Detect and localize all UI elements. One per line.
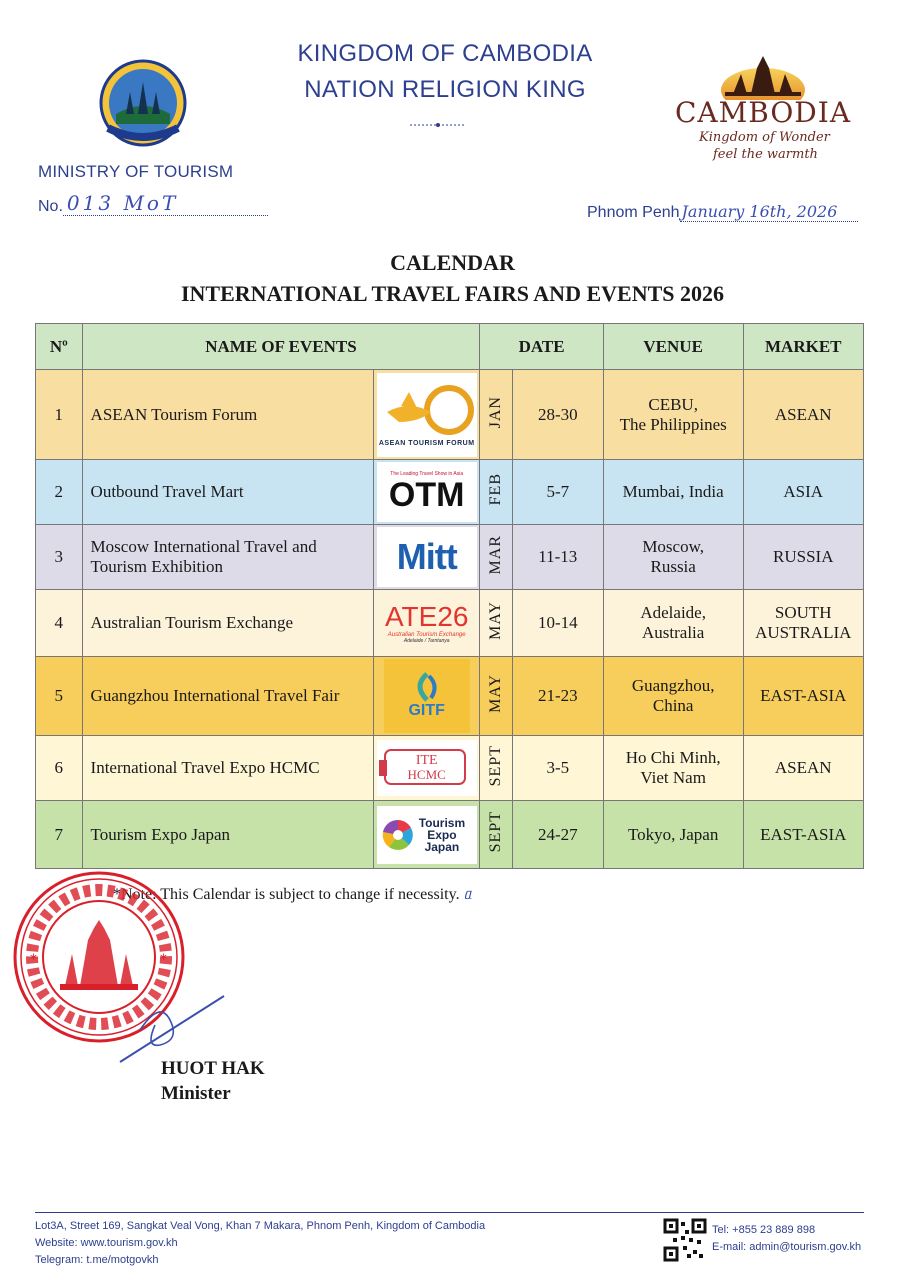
- tej-logo-text-3: Japan: [424, 839, 460, 854]
- event-date: 21-23: [512, 657, 603, 736]
- market-line-1: ASEAN: [774, 404, 832, 424]
- event-date: 11-13: [512, 525, 603, 590]
- event-logo-cell: [374, 736, 480, 801]
- market-line-1: ASEAN: [774, 758, 832, 777]
- event-market: [743, 801, 864, 869]
- venue-line-2: Viet Nam: [640, 768, 706, 787]
- otm-logo-subtext: The Leading Travel Show in Asia: [390, 471, 464, 477]
- ite-logo-text: ITE: [415, 753, 438, 768]
- event-venue: [603, 736, 743, 801]
- market-line-1: EAST-ASIA: [760, 686, 847, 705]
- event-month: MAY: [487, 601, 505, 640]
- row-no: 7: [36, 801, 83, 869]
- venue-line-1: Ho Chi Minh,: [625, 748, 721, 767]
- event-date: 5-7: [512, 460, 603, 525]
- otm-logo-text: OTM: [388, 476, 465, 514]
- brand-tagline: Kingdom of Wonder: [699, 130, 830, 145]
- event-venue: [603, 460, 743, 525]
- gitf-swoosh-icon: [407, 672, 447, 702]
- market-line-1: ASIA: [783, 482, 824, 501]
- event-market: [743, 657, 864, 736]
- cambodia-brand-logo: [663, 50, 863, 165]
- event-market: [743, 460, 864, 525]
- event-month-cell: [480, 736, 512, 801]
- header-name: NAME OF EVENTS: [82, 324, 480, 370]
- ate26-logo: [377, 592, 477, 654]
- event-logo-cell: [374, 657, 480, 736]
- ministry-emblem-logo: [98, 58, 188, 148]
- table-row: [36, 736, 864, 801]
- footer-website[interactable]: Website: www.tourism.gov.kh: [35, 1237, 178, 1249]
- table-row: [36, 657, 864, 736]
- footer-address: Lot3A, Street 169, Sangkat Veal Vong, Khan 7 Makara, Phnom Penh, Kingdom of Cambodia: [35, 1220, 486, 1232]
- event-month: SEPT: [487, 744, 505, 787]
- market-line-1: SOUTH: [774, 603, 832, 622]
- event-name: International Travel Expo HCMC: [82, 736, 374, 801]
- event-month-cell: [480, 370, 512, 460]
- event-logo-cell: [374, 460, 480, 525]
- event-date: 10-14: [512, 590, 603, 657]
- event-logo-cell: [374, 590, 480, 657]
- brand-name: CAMBODIA: [674, 96, 852, 129]
- venue-line-1: Mumbai, India: [622, 482, 724, 501]
- footer-contact-left: [35, 1218, 485, 1269]
- row-no: 6: [36, 736, 83, 801]
- table-row: [36, 590, 864, 657]
- event-venue: [603, 657, 743, 736]
- dove-icon: [379, 382, 475, 440]
- event-venue: [603, 801, 743, 869]
- ite-logo-text-2: HCMC: [407, 767, 446, 782]
- ref-no-field: [63, 191, 268, 216]
- venue-line-2: Russia: [650, 557, 696, 576]
- ate-logo-subtext-2: Adelaide / Tarntanya: [403, 638, 450, 644]
- svg-text:*: *: [30, 952, 37, 968]
- ref-no-label: No.: [38, 198, 63, 215]
- row-no: 2: [36, 460, 83, 525]
- market-line-1: EAST-ASIA: [760, 824, 847, 844]
- table-row: [36, 370, 864, 460]
- event-market: [743, 590, 864, 657]
- svg-text:*: *: [160, 952, 167, 968]
- event-month-cell: [480, 801, 512, 869]
- divider-ornament: [410, 122, 466, 128]
- ministry-name: MINISTRY OF TOURISM: [38, 162, 234, 181]
- event-month: MAR: [487, 534, 505, 575]
- date-field: [680, 202, 858, 222]
- mitt-logo-text: Mitt: [396, 536, 457, 577]
- ite-hcmc-logo: [377, 740, 477, 796]
- footer-email[interactable]: E-mail: admin@tourism.gov.kh: [712, 1241, 862, 1253]
- row-no: 1: [36, 370, 83, 460]
- event-month-cell: [480, 590, 512, 657]
- table-row: [36, 460, 864, 525]
- event-date: 3-5: [512, 736, 603, 801]
- table-header-row: [36, 324, 864, 370]
- signer-name: HUOT HAK: [161, 1058, 265, 1079]
- asean-tourism-forum-logo: [377, 373, 477, 457]
- footer-telegram[interactable]: Telegram: t.me/motgovkh: [35, 1254, 159, 1266]
- document-title: CALENDAR: [390, 250, 515, 275]
- event-name: Guangzhou International Travel Fair: [82, 657, 374, 736]
- event-month: MAY: [487, 674, 505, 713]
- motto-heading: NATION RELIGION KING: [304, 76, 586, 103]
- pinwheel-icon: [381, 818, 415, 852]
- tej-logo-text: Tourism: [418, 815, 466, 830]
- event-logo-cell: [374, 370, 480, 460]
- venue-line-2: The Philippines: [619, 414, 727, 434]
- event-name: Outbound Travel Mart: [82, 460, 374, 525]
- header-center: [250, 38, 640, 106]
- gitf-logo: [384, 659, 470, 733]
- footer-contact-right: [712, 1222, 861, 1256]
- place-and-date: [587, 204, 858, 222]
- market-line-2: AUSTRALIA: [755, 623, 852, 642]
- qr-code-icon[interactable]: [663, 1218, 707, 1262]
- event-market: [743, 370, 864, 460]
- event-date: 24-27: [512, 801, 603, 869]
- event-month: SEPT: [487, 811, 505, 853]
- header-venue: VENUE: [603, 324, 743, 370]
- event-name: Moscow International Travel and Tourism Exhibition: [82, 525, 374, 590]
- ate-logo-text: ATE26: [384, 601, 469, 632]
- event-logo-cell: [374, 801, 480, 869]
- ate-logo-subtext: Australian Tourism Exchange: [387, 632, 466, 638]
- event-month: JAN: [487, 395, 505, 429]
- place-label: Phnom Penh: [587, 204, 680, 221]
- header-date: DATE: [480, 324, 603, 370]
- footer-divider: [35, 1212, 864, 1213]
- venue-line-1: Moscow,: [642, 537, 705, 556]
- event-venue: [603, 370, 743, 460]
- angkor-silhouette-icon: [663, 50, 863, 100]
- table-row: [36, 525, 864, 590]
- venue-line-1: Adelaide,: [640, 603, 706, 622]
- footer-tel[interactable]: Tel: +855 23 889 898: [712, 1224, 816, 1236]
- row-no: 4: [36, 590, 83, 657]
- event-market: [743, 736, 864, 801]
- reference-number: [38, 191, 268, 216]
- mitt-logo: [377, 527, 477, 587]
- table-row: [36, 801, 864, 869]
- atf-logo-text: ASEAN TOURISM FORUM: [378, 440, 475, 447]
- venue-line-2: China: [652, 696, 694, 715]
- event-month-cell: [480, 657, 512, 736]
- event-date: 28-30: [512, 370, 603, 460]
- tourism-expo-japan-logo: [377, 806, 477, 864]
- note-text: *Note: This Calendar is subject to change if necessity.: [113, 886, 460, 903]
- event-logo-cell: [374, 525, 480, 590]
- ref-no-handwritten: 013 MoT: [66, 191, 179, 215]
- row-no: 5: [36, 657, 83, 736]
- event-month-cell: [480, 460, 512, 525]
- signer-title: Minister: [161, 1083, 231, 1104]
- event-name: Australian Tourism Exchange: [82, 590, 374, 657]
- venue-line-1: Tokyo, Japan: [627, 824, 719, 844]
- event-name: Tourism Expo Japan: [82, 801, 374, 869]
- event-market: [743, 525, 864, 590]
- venue-line-1: Guangzhou,: [631, 676, 715, 695]
- date-handwritten: January 16th, 2026: [681, 202, 838, 221]
- otm-logo: [377, 462, 477, 522]
- event-month: FEB: [487, 473, 505, 506]
- row-no: 3: [36, 525, 83, 590]
- header-market: MARKET: [743, 324, 864, 370]
- brand-tagline-2: feel the warmth: [713, 147, 818, 162]
- event-venue: [603, 590, 743, 657]
- gitf-logo-text: GITF: [408, 702, 445, 719]
- document-subtitle: INTERNATIONAL TRAVEL FAIRS AND EVENTS 2026: [180, 281, 724, 306]
- venue-line-2: Australia: [642, 623, 705, 642]
- tej-logo-text-2: Expo: [427, 827, 457, 842]
- event-month-cell: [480, 525, 512, 590]
- venue-line-1: CEBU,: [648, 394, 698, 414]
- events-calendar-table: [35, 323, 864, 869]
- note-initials: ᥲ: [463, 885, 472, 903]
- event-venue: [603, 525, 743, 590]
- market-line-1: RUSSIA: [773, 547, 834, 566]
- header-no: Nº: [36, 324, 83, 370]
- kingdom-heading: KINGDOM OF CAMBODIA: [297, 40, 593, 67]
- event-name: ASEAN Tourism Forum: [82, 370, 374, 460]
